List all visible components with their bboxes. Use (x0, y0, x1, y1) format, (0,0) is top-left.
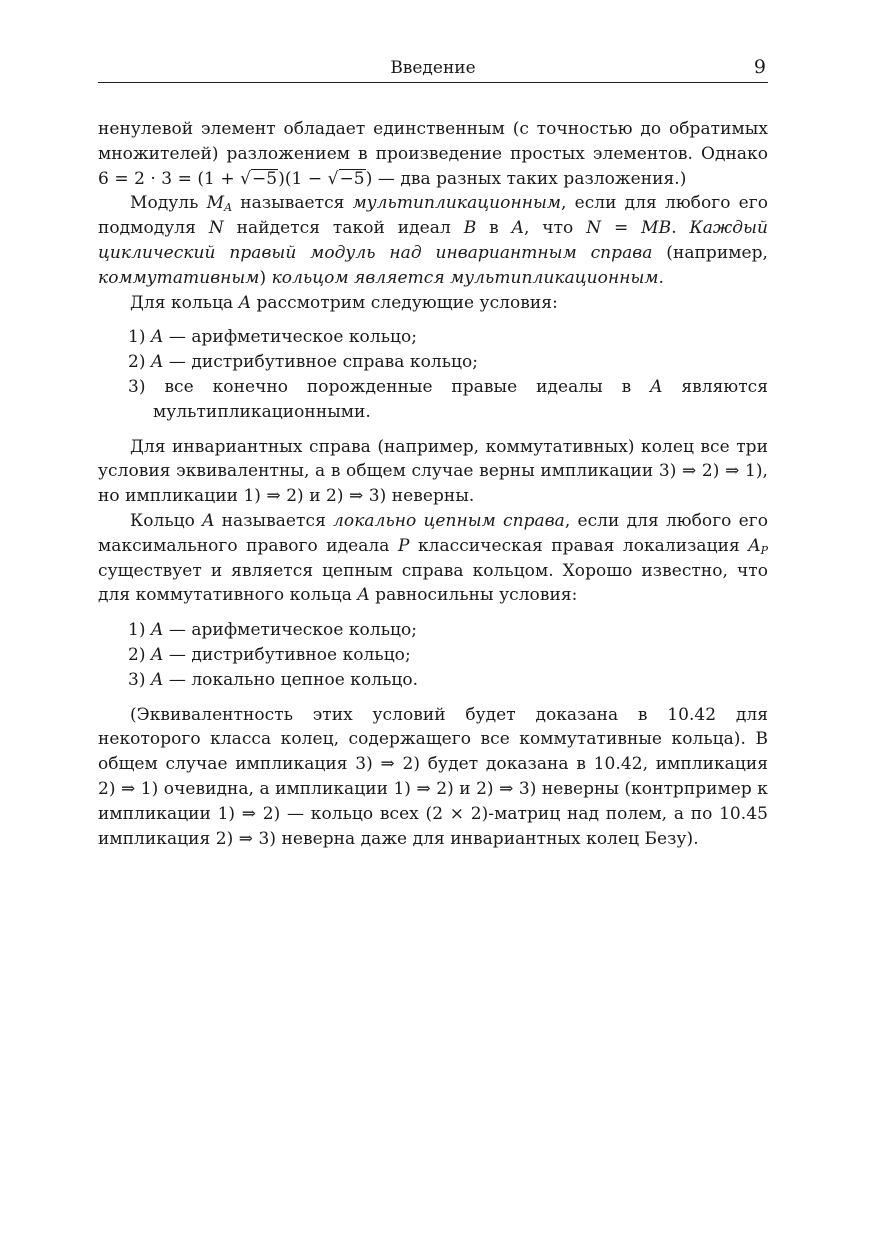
list-item: 2) A — дистрибутивное кольцо; (128, 644, 411, 665)
page-number: 9 (753, 56, 766, 78)
list-item: 1) A — арифметическое кольцо; (128, 620, 418, 641)
paragraph-6: (Эквивалентность этих условий будет доказана в 10.42 для некоторого класса колец, содержащего все коммутативные кольца). В общем случае импликация 3) ⇒ 2) будет доказана в 10.42, импликация 2) ⇒ 1) очевидна, а импликации 1) ⇒ 2) и 2) ⇒ 3) неверны (контрпример к импликации 1) ⇒ 2) — кольцо всех (2 × 2)-матриц над полем, а по 10.45 импликация 2) ⇒ 3) неверна даже для инвариантных колец Безу). (98, 704, 768, 849)
list-item: 3) A — локально цепное кольцо. (128, 669, 419, 690)
paragraph-5: Кольцо A называется локально цепным справа, если для любого его максимального правого идеала P классическая правая локализация $A_P$ существует и является цепным справа кольцом. Хорошо известно, что для коммутативного кольца A равносильны условия: (98, 510, 769, 606)
list-item: 3) все конечно порожденные правые идеалы в A являются мультипликационными. (128, 376, 769, 422)
paragraph-2: Модуль $M_A$ называется мультипликационным, если для любого его подмодуля N найдется такой идеал B в A, что N = MB. Каждый циклический правый модуль над инвариантным справа (например, коммутативным) кольцом является мультипликационным. (98, 193, 769, 288)
list-item: 2) A — дистрибутивное справа кольцо; (128, 352, 479, 373)
list-item: 1) A — арифметическое кольцо; (128, 327, 418, 348)
conditions-list-1 (98, 325, 768, 424)
paragraph-3: Для кольца A рассмотрим следующие условия: (130, 292, 558, 313)
page-body (98, 117, 768, 851)
running-header (98, 56, 768, 83)
header-title: Введение (390, 58, 476, 78)
paragraph-1: ненулевой элемент обладает единственным (с точностью до обратимых множителей) разложением в произведение простых элементов. Однако 6 = 2 · 3 = (1 + √−5)(1 − √−5) — два разных таких разложения.) (98, 119, 768, 189)
conditions-list-2 (98, 618, 768, 692)
paragraph-4: Для инвариантных справа (например, коммутативных) колец все три условия эквивалентны, а в общем случае верны импликации 3) ⇒ 2) ⇒ 1), но импликации 1) ⇒ 2) и 2) ⇒ 3) неверны. (98, 436, 768, 507)
